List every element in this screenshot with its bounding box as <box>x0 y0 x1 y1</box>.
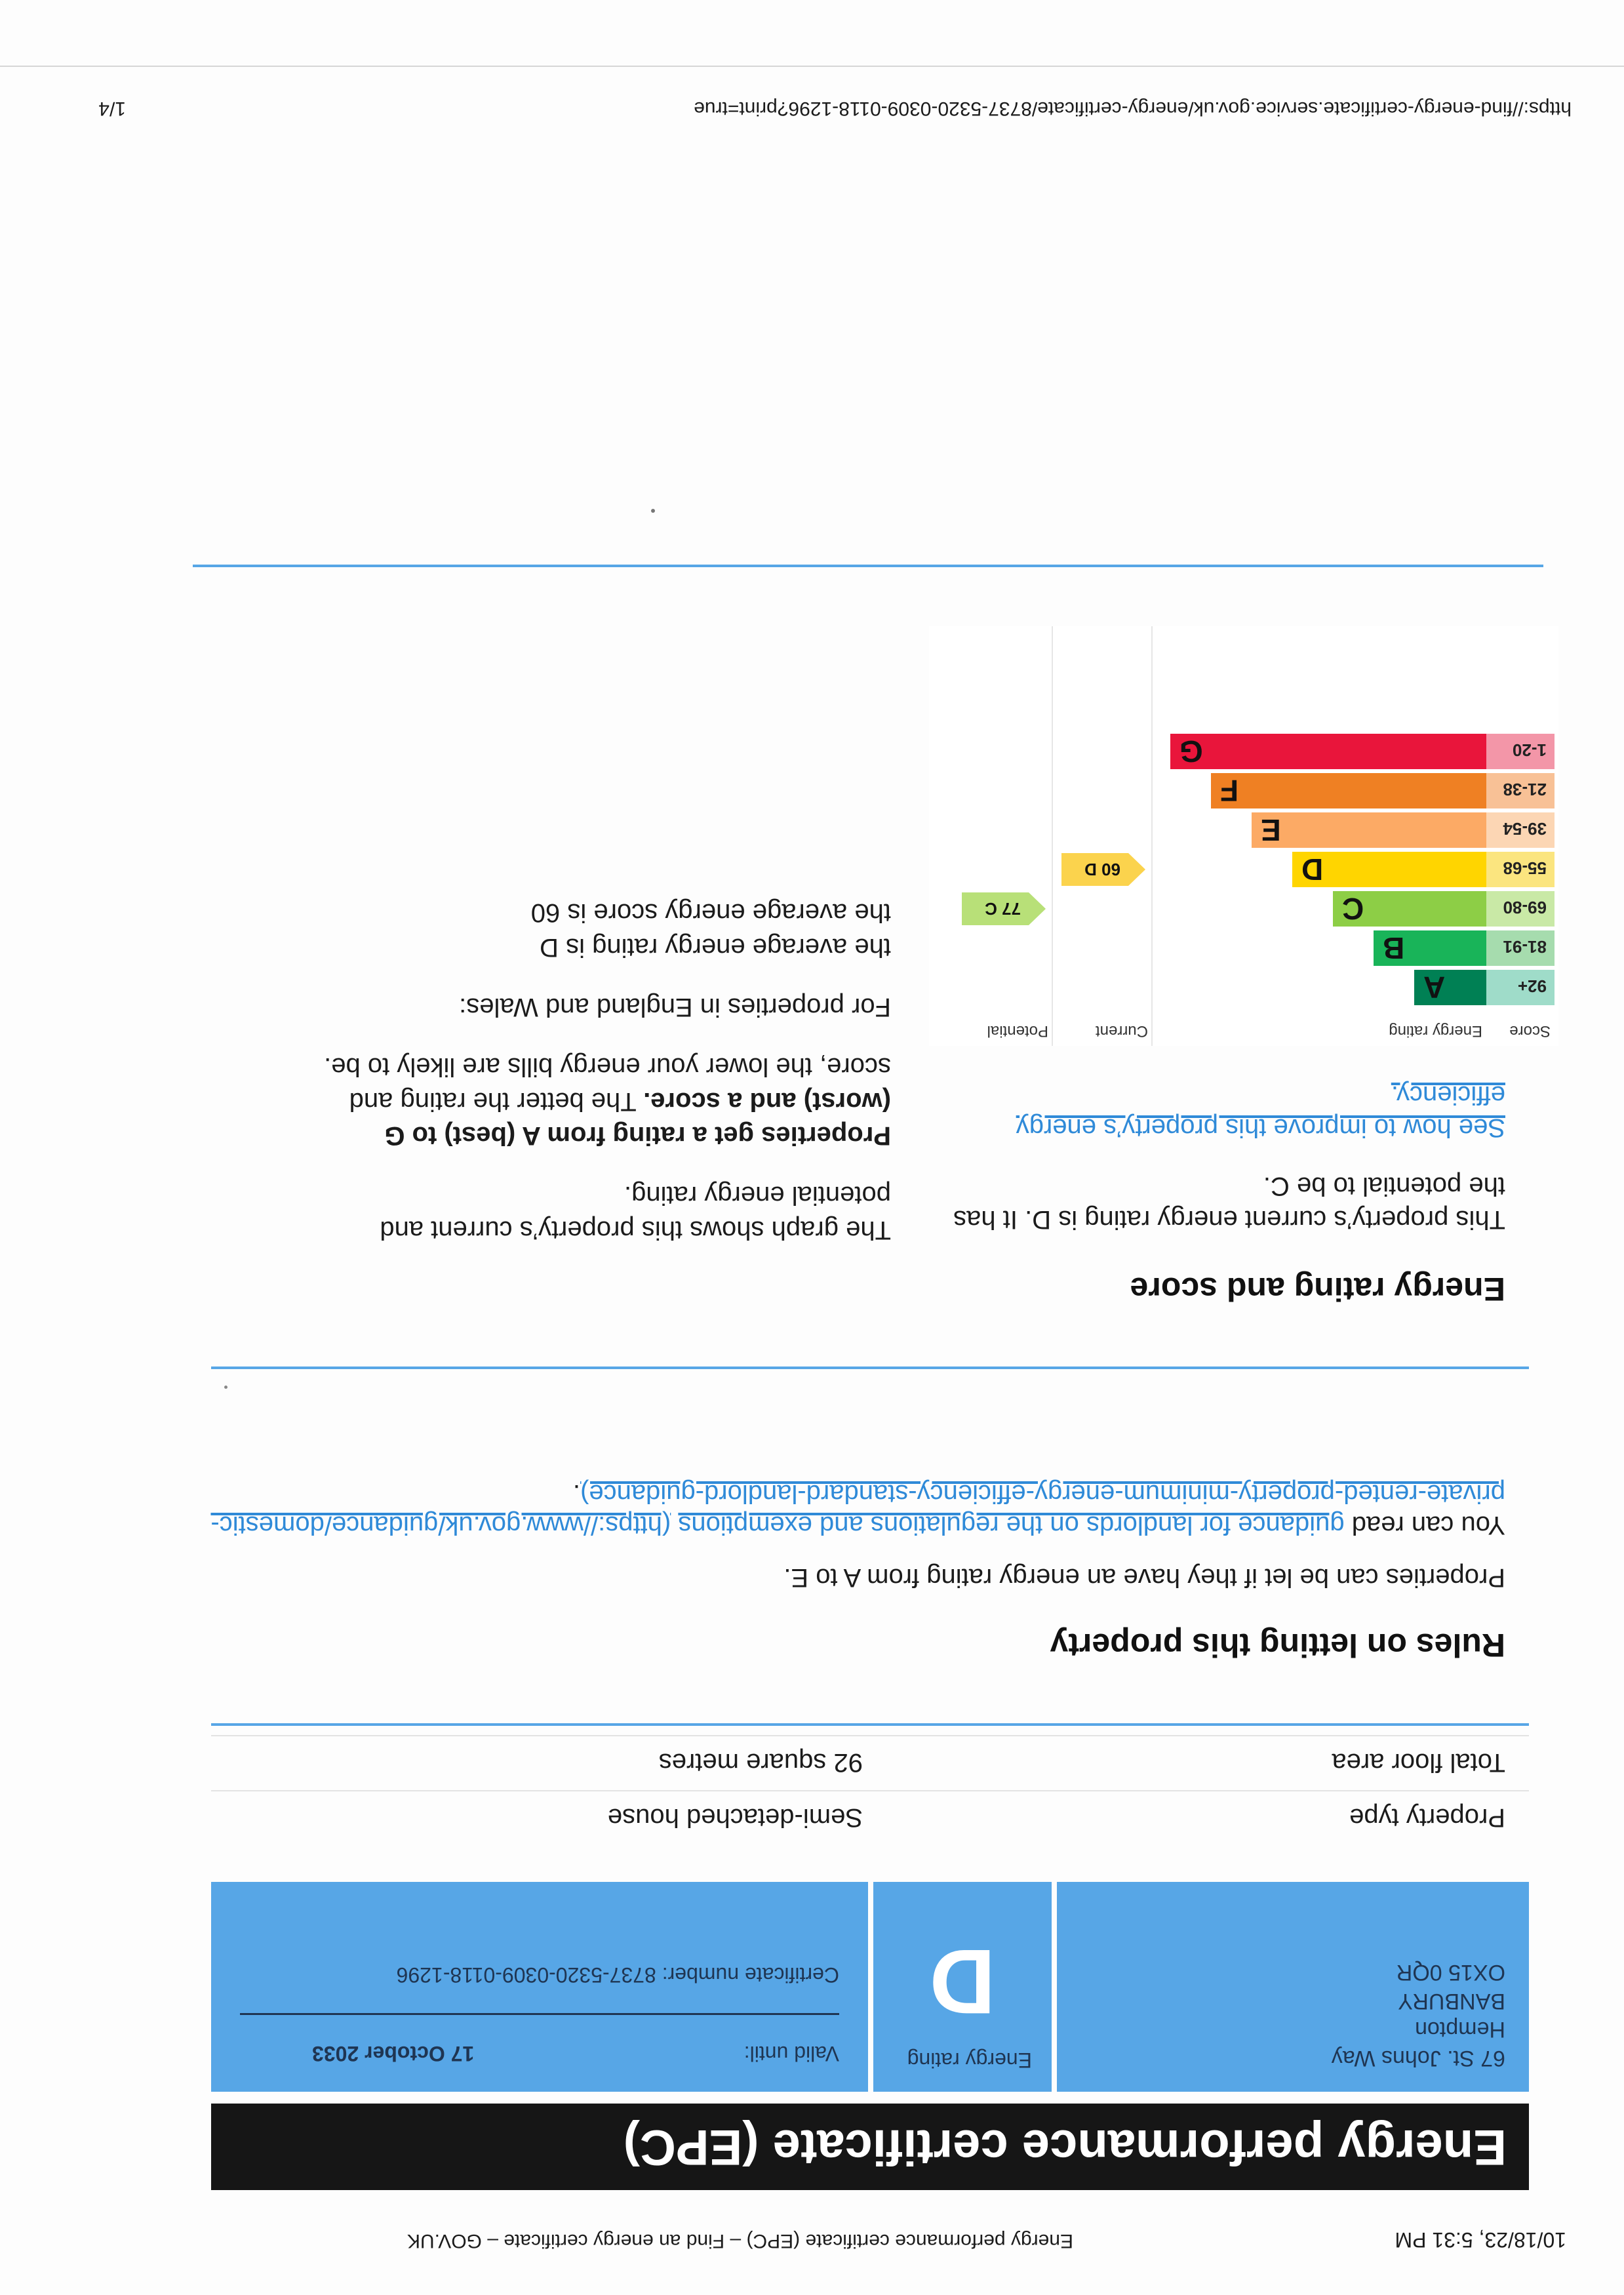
address-line: 67 St. Johns Way <box>1331 2046 1505 2071</box>
graph-description: The graph shows this property’s current and potential energy rating. <box>380 1181 891 1245</box>
rules-text: Properties can be let if they have an energy rating from A to E. <box>783 1563 1505 1592</box>
address-box <box>1057 1882 1529 2092</box>
energy-rating-label: Energy rating <box>907 2048 1032 2072</box>
rating-box <box>873 1882 1052 2092</box>
rules-guidance-prefix: You can read <box>1344 1511 1505 1540</box>
rules-heading: Rules on letting this property <box>1050 1627 1505 1664</box>
page-number: 1/4 <box>98 98 126 119</box>
certificate-summary <box>211 1882 1529 2092</box>
certificate-number-label: Certificate number: <box>662 1963 839 1987</box>
improve-efficiency-link[interactable]: See how to improve this property’s energy efficiency. <box>1016 1080 1505 1142</box>
rating-explanation-bold: Properties get a rating from A (best) to G (worst) and a score. <box>384 1087 891 1151</box>
chart-score-label: 69-80 <box>1503 898 1547 917</box>
energy-rating-letter: D <box>929 1930 996 2033</box>
print-page-title: Energy performance certificate (EPC) – Find an energy certificate – GOV.UK <box>406 2230 1073 2252</box>
section-divider <box>211 1367 1529 1369</box>
rules-guidance-text <box>207 1478 1505 1541</box>
chart-column-header: Energy rating <box>1389 1022 1482 1040</box>
energy-rating-text: This property’s current energy rating is D. It has the potential to be C. <box>953 1171 1505 1234</box>
chart-rating-bar <box>1170 734 1486 769</box>
address-line: Hempton <box>1415 2017 1505 2043</box>
rules-guidance-suffix: . <box>572 1479 580 1508</box>
chart-score-label: 21-38 <box>1503 780 1547 799</box>
page-title: Energy performance certificate (EPC) <box>211 2104 1529 2190</box>
current-rating-label: 60 D <box>1084 860 1120 879</box>
energy-left-column <box>941 1079 1505 1236</box>
chart-rating-bar <box>1211 773 1486 808</box>
average-score: the average energy score is 60 <box>530 898 891 928</box>
chart-rating-letter: B <box>1383 931 1405 965</box>
chart-score-label: 1-20 <box>1512 740 1547 760</box>
chart-score-label: 81-91 <box>1503 937 1547 957</box>
print-datetime: 10/18/23, 5:31 PM <box>1395 2228 1566 2252</box>
england-wales-text: For properties in England and Wales: <box>459 993 891 1022</box>
energy-heading: Energy rating and score <box>1130 1271 1505 1307</box>
potential-rating-label: 77 C <box>985 899 1021 919</box>
print-url: https://find-energy-certificate.service.gov.uk/energy-certificate/8737-5320-0309-0118-1296?print=true <box>694 98 1572 119</box>
valid-until-date: 17 October 2033 <box>312 2042 475 2066</box>
floor-area-label: Total floor area <box>1332 1748 1505 1778</box>
address-line: BANBURY <box>1398 1988 1505 2014</box>
valid-until-label: Valid until: <box>743 2042 839 2066</box>
chart-score-label: 55-68 <box>1503 858 1547 878</box>
section-divider <box>211 1723 1529 1726</box>
energy-right-column <box>301 896 891 1247</box>
chart-column-header: Potential <box>987 1022 1048 1040</box>
landlord-guidance-url[interactable]: (https://www.gov.uk/guidance/domestic-private-rented-property-minimum-energy-efficiency-standard-landlord-guidance) <box>210 1479 1505 1540</box>
address-line: OX15 0QR <box>1396 1960 1505 1986</box>
scan-edge <box>0 66 1624 67</box>
section-divider <box>193 565 1543 567</box>
chart-rating-letter: D <box>1301 852 1324 887</box>
chart-rating-letter: G <box>1179 734 1203 768</box>
rating-explanation <box>301 1049 891 1153</box>
property-type-value: Semi-detached house <box>607 1803 863 1833</box>
valid-until-row <box>240 2013 839 2066</box>
average-rating: the average energy rating is D <box>540 933 891 963</box>
chart-score-label: 92+ <box>1517 976 1547 996</box>
energy-rating-chart <box>929 626 1558 1046</box>
chart-rating-letter: F <box>1220 774 1239 808</box>
chart-rating-letter: A <box>1423 970 1446 1005</box>
averages <box>301 896 891 965</box>
chart-score-label: 39-54 <box>1503 819 1547 839</box>
floor-area-value: 92 square metres <box>658 1748 863 1778</box>
landlord-guidance-link[interactable]: guidance for landlords on the regulations and exemptions <box>678 1511 1345 1540</box>
certificate-number-value: 8737-5320-0309-0118-1296 <box>396 1963 656 1987</box>
certificate-number <box>240 1963 839 1987</box>
scan-speck <box>651 509 655 513</box>
property-type-label: Property type <box>1349 1803 1505 1833</box>
chart-column-header: Current <box>1095 1022 1148 1040</box>
chart-column-header: Score <box>1509 1022 1551 1040</box>
certificate-box <box>211 1882 868 2092</box>
chart-rating-letter: C <box>1342 892 1364 926</box>
rating-explanation-rest: The better the rating and score, the lower your energy bills are likely to be. <box>324 1052 891 1116</box>
chart-rating-bar <box>1252 812 1486 848</box>
property-type-row <box>211 1790 1529 1844</box>
floor-area-row <box>211 1735 1529 1789</box>
scan-speck <box>224 1386 228 1389</box>
chart-rating-letter: E <box>1261 813 1281 847</box>
